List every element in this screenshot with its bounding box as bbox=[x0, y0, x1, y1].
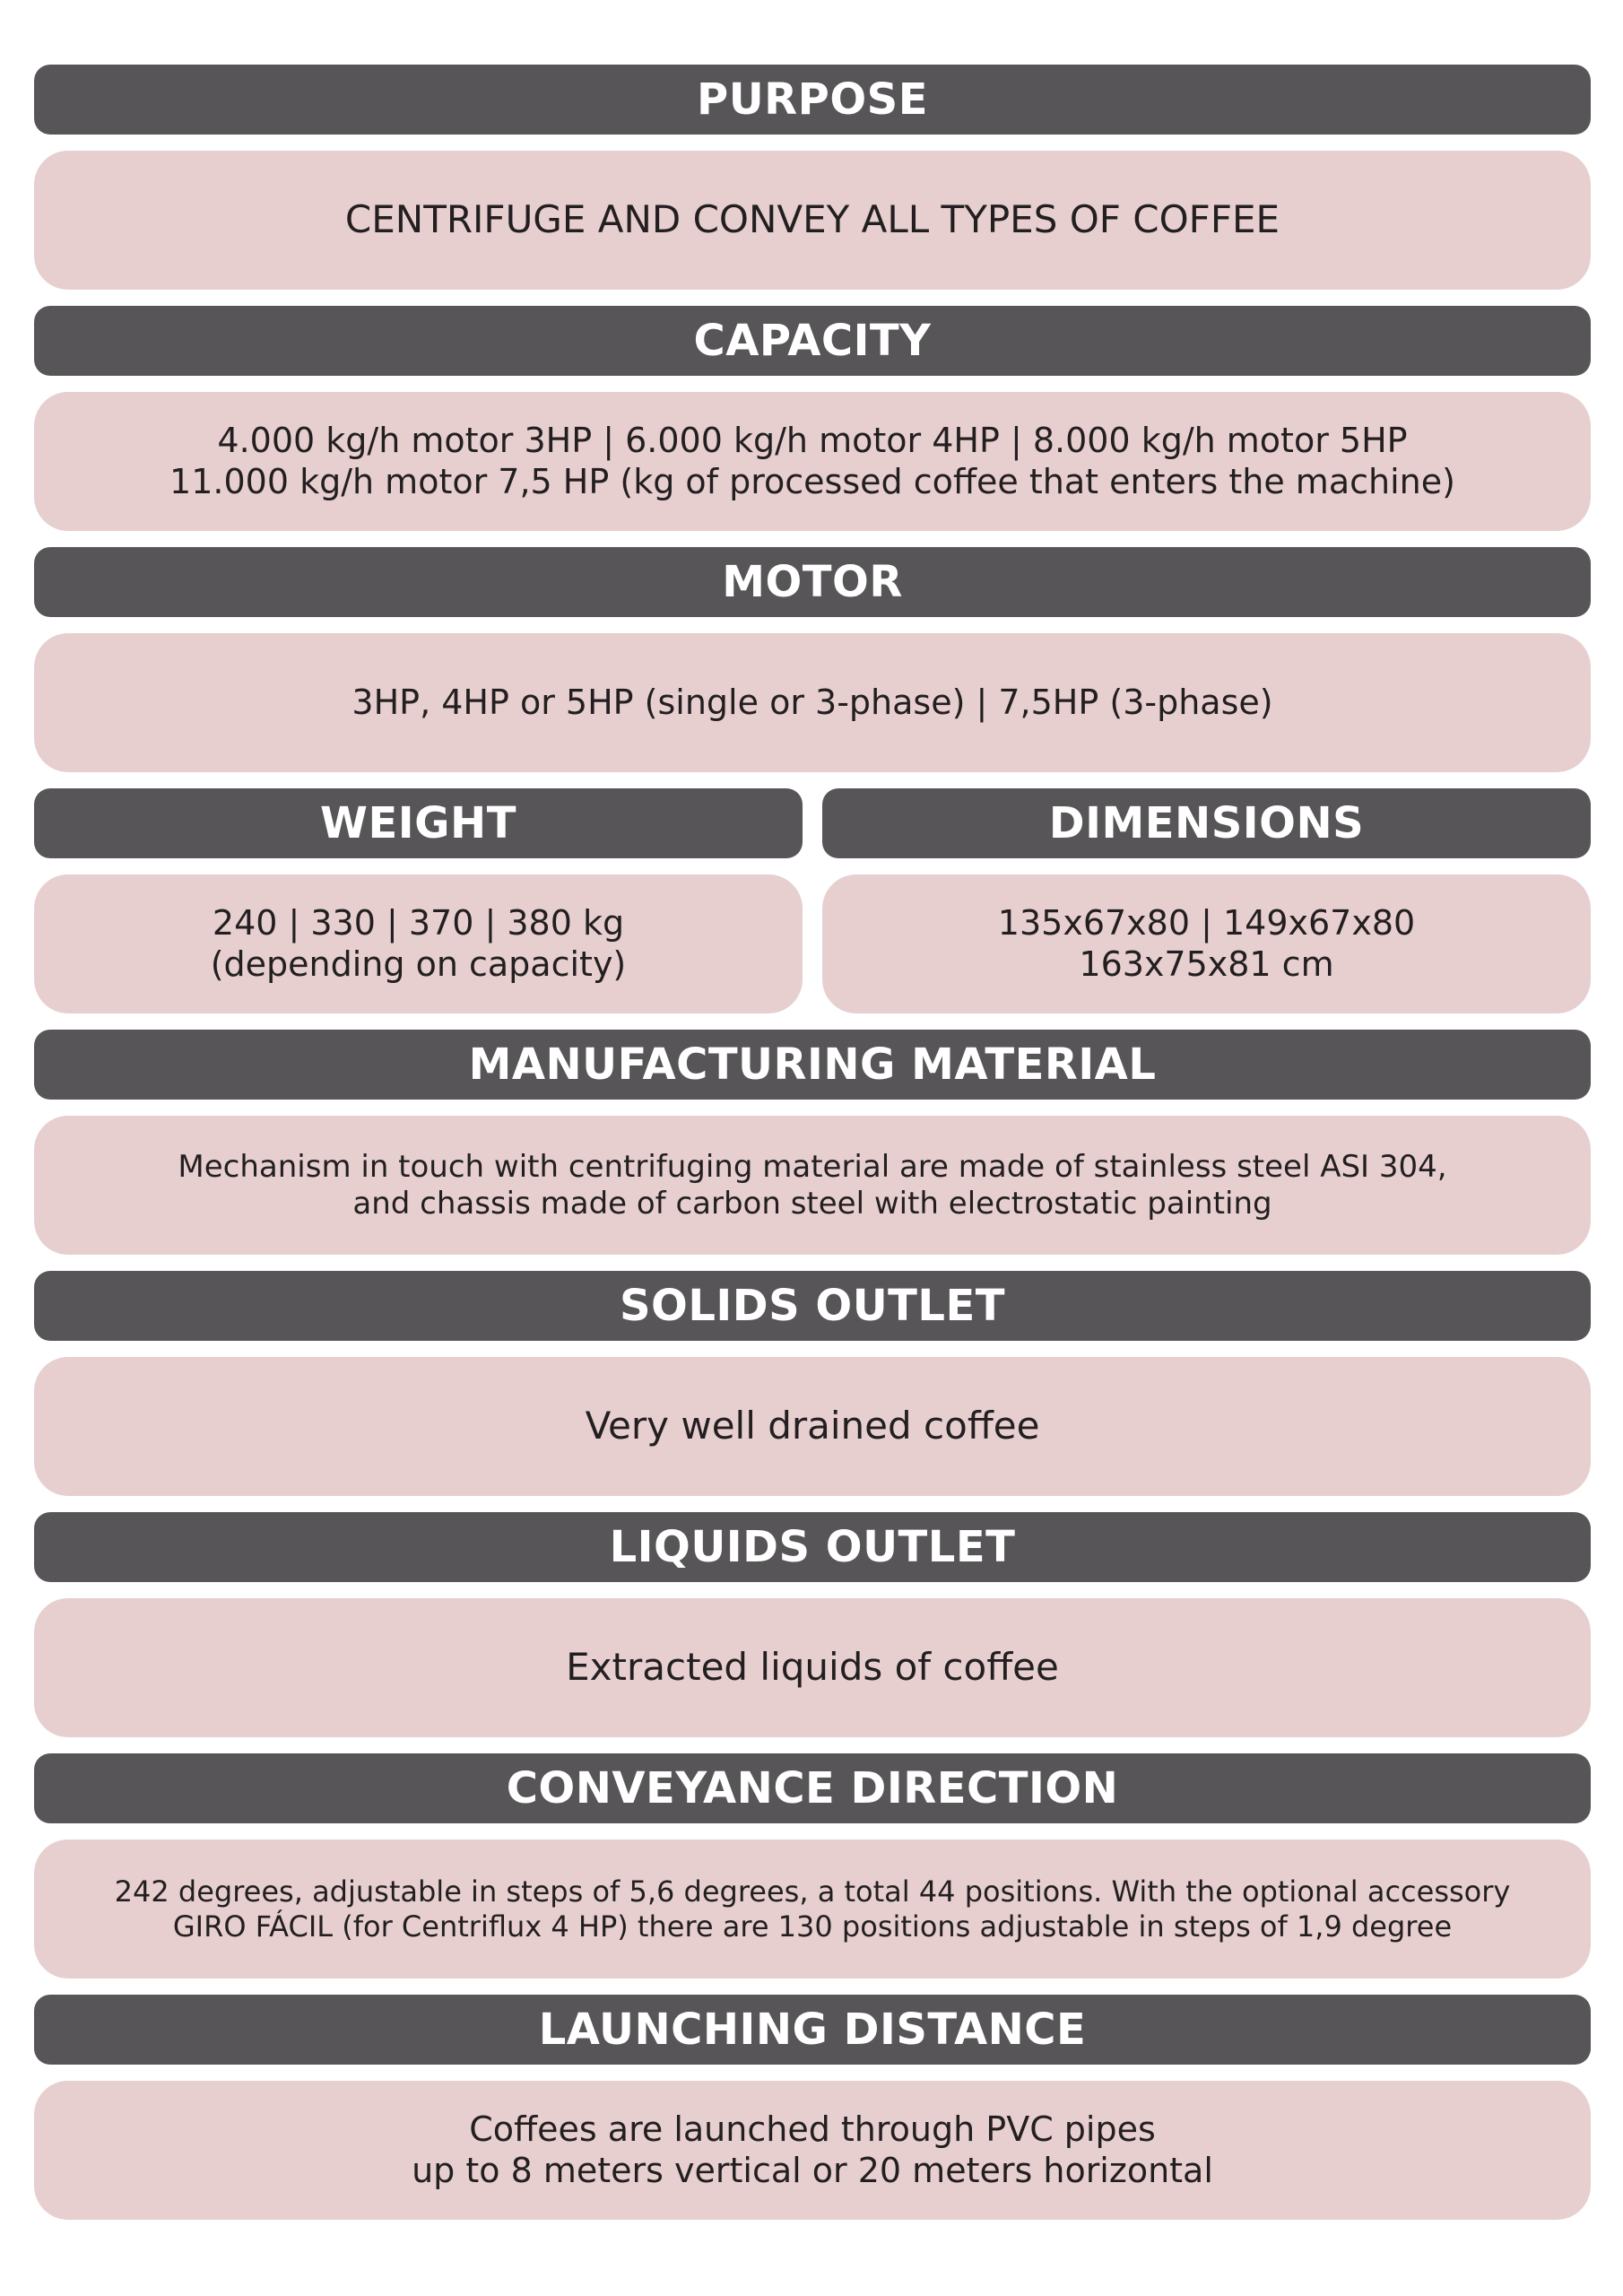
motor-text: 3HP, 4HP or 5HP (single or 3-phase) | 7,5HP (3-phase) bbox=[352, 682, 1273, 722]
launching-text-line-2: up to 8 meters vertical or 20 meters horizontal bbox=[412, 2150, 1213, 2190]
dimensions-text-line-1: 135x67x80 | 149x67x80 bbox=[997, 902, 1416, 943]
launching-distance-header: LAUNCHING DISTANCE bbox=[34, 1995, 1591, 2065]
weight-box bbox=[34, 874, 803, 1013]
weight-header: WEIGHT bbox=[34, 788, 803, 858]
conveyance-text-line-1: 242 degrees, adjustable in steps of 5,6 degrees, a total 44 positions. With the optional accessory bbox=[114, 1874, 1511, 1909]
conveyance-direction-header: CONVEYANCE DIRECTION bbox=[34, 1753, 1591, 1823]
dimensions-header: DIMENSIONS bbox=[822, 788, 1591, 858]
capacity-text-line-1: 4.000 kg/h motor 3HP | 6.000 kg/h motor 4HP | 8.000 kg/h motor 5HP bbox=[217, 420, 1408, 460]
weight-text-line-2: (depending on capacity) bbox=[210, 944, 627, 984]
purpose-header: PURPOSE bbox=[34, 65, 1591, 135]
purpose-text: CENTRIFUGE AND CONVEY ALL TYPES OF COFFEE bbox=[344, 197, 1280, 242]
dimensions-box bbox=[822, 874, 1591, 1013]
liquids-outlet-header: LIQUIDS OUTLET bbox=[34, 1512, 1591, 1582]
weight-dimensions-row bbox=[34, 788, 1591, 1030]
launching-distance-box bbox=[34, 2081, 1591, 2220]
solids-outlet-header: SOLIDS OUTLET bbox=[34, 1271, 1591, 1341]
solids-outlet-text: Very well drained coffee bbox=[585, 1404, 1040, 1448]
capacity-box bbox=[34, 392, 1591, 531]
weight-text-line-1: 240 | 330 | 370 | 380 kg bbox=[212, 902, 625, 943]
dimensions-text-line-2: 163x75x81 cm bbox=[1079, 944, 1334, 984]
material-text-line-2: and chassis made of carbon steel with electrostatic painting bbox=[352, 1185, 1272, 1222]
purpose-box bbox=[34, 151, 1591, 290]
conveyance-text-line-2: GIRO FÁCIL (for Centriflux 4 HP) there are 130 positions adjustable in steps of 1,9 degree bbox=[172, 1909, 1453, 1944]
spec-sheet bbox=[34, 65, 1591, 2236]
motor-header: MOTOR bbox=[34, 547, 1591, 617]
material-header: MANUFACTURING MATERIAL bbox=[34, 1030, 1591, 1100]
weight-column bbox=[34, 788, 803, 1030]
liquids-outlet-text: Extracted liquids of coffee bbox=[566, 1645, 1059, 1690]
launching-text-line-1: Coffees are launched through PVC pipes bbox=[469, 2109, 1156, 2149]
liquids-outlet-box bbox=[34, 1598, 1591, 1737]
capacity-text-line-2: 11.000 kg/h motor 7,5 HP (kg of processed coffee that enters the machine) bbox=[169, 461, 1455, 501]
material-box bbox=[34, 1116, 1591, 1255]
solids-outlet-box bbox=[34, 1357, 1591, 1496]
conveyance-direction-box bbox=[34, 1839, 1591, 1979]
motor-box bbox=[34, 633, 1591, 772]
capacity-header: CAPACITY bbox=[34, 306, 1591, 376]
material-text-line-1: Mechanism in touch with centrifuging material are made of stainless steel ASI 304, bbox=[178, 1148, 1447, 1185]
dimensions-column bbox=[822, 788, 1591, 1030]
